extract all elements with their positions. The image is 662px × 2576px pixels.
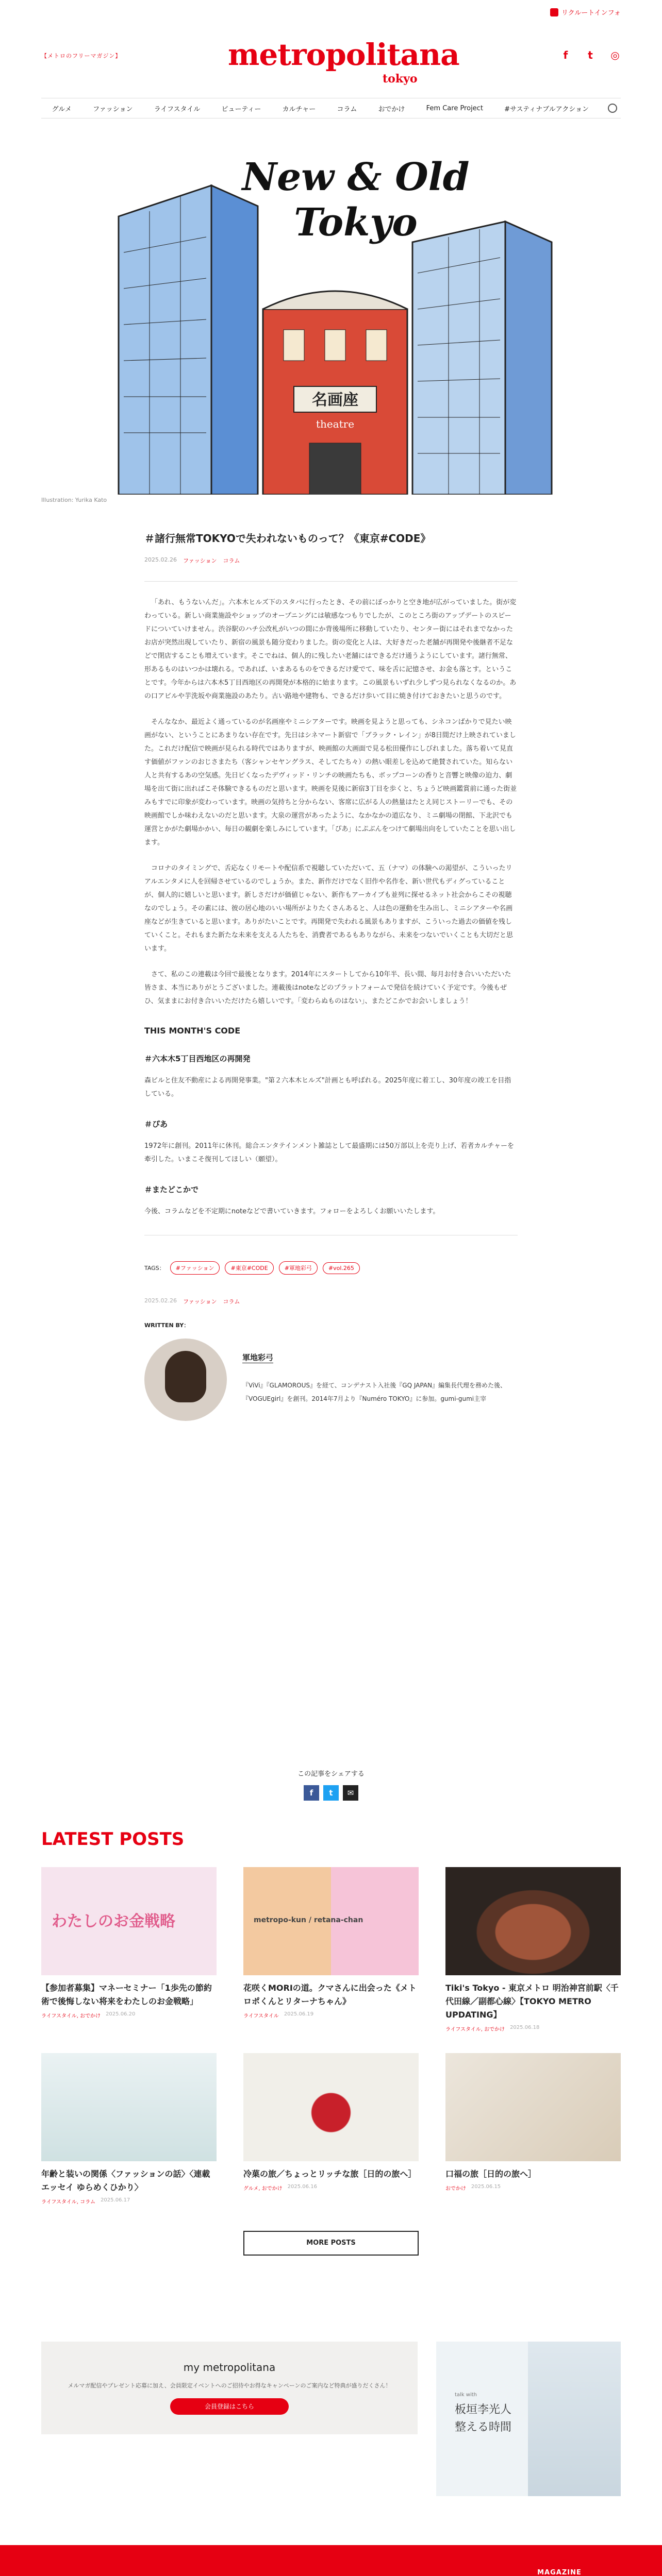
post-thumbnail <box>445 2053 621 2161</box>
member-banner-title: my metropolitana <box>183 2361 276 2374</box>
post-meta <box>243 2184 419 2192</box>
latest-posts <box>41 1829 621 2256</box>
nav-item-femcare[interactable]: Fem Care Project <box>426 104 483 112</box>
code-body: 1972年に創刊。2011年に休刊。総合エンタテインメント雑誌として最盛期には50万部以上を売り上げ、若者カルチャーを牽引した。いまこそ復刊してほしい（願望）。 <box>144 1142 514 1163</box>
illustration-credit: Illustration: Yurika Kato <box>41 497 107 503</box>
nav-item-sustainable[interactable]: #サスティナブルアクション <box>504 105 589 113</box>
member-banner-text: メルマガ配信やプレゼント応募に加え、会員限定イベントへのご招待やお得なキャンペーンのご案内など特典が盛りだくさん！ <box>68 2382 391 2389</box>
written-by-label: WRITTEN BY： <box>144 1322 190 1329</box>
article-date: 2025.02.26 <box>144 556 177 563</box>
post-card[interactable] <box>445 2053 621 2205</box>
article-paragraph: そんななか、最近よく通っているのが名画座やミニシアターです。映画を見ようと思っても、シネコンばかりで見たい映画がない、ということにあまりない存在です。先日はシネマート新宿で「ブラック・レイン」が8日間だけ上映されていました。これだけ配信で映画が見られる時代ではありますが、映画館の大画面で見る松田優作にしびれました。落ち着いて見直す価値がファンのおじさまたち（客シャンセヤングラス、そしてたち々）の熱い眼差しを込めて絶賛されていた。知らない人と共有するあの空気感。先日ピくなったデヴィッド・リンチの映画たちも、ボップコーンの香りと音響と映像の迫力、劇場を出て街に出ればこそ体験できるものだと思います。映画を見後に新宿3丁目を歩くと、ちょうど映画鑑賞前に通った街並みもすでに印象が変わっています。映画の気持ちと分からない、客席に広がる人の熱量はたとえ同じストーリーでも、その映画館でしか味わえないのだと思います。大泉の運営があったように、なかなかの道広なり、ミニ劇場の閉館、下北沢でも運営とかがた劇場かかい、毎日の観劇を楽しみにしています。「ぴあ」にぷぶんをつけて劇場出向をしていたことを思い出します。 <box>144 718 517 846</box>
post-date: 2025.06.18 <box>510 2025 540 2030</box>
tags-label: TAGS： <box>144 1265 165 1272</box>
footer-magazine <box>521 2569 598 2576</box>
magazine-label: MAGAZINE <box>537 2569 582 2576</box>
author-avatar <box>144 1338 227 1421</box>
ad-small-text: talk with <box>455 2392 477 2398</box>
tag-link[interactable]: #軍地彩弓 <box>279 1261 318 1275</box>
post-category[interactable]: ライフスタイル, コラム <box>41 2199 96 2205</box>
nav-item-fashion[interactable]: ファッション <box>93 105 133 113</box>
ad-headline <box>455 2401 511 2436</box>
article-category[interactable]: コラム <box>223 1298 240 1305</box>
article-paragraph: さて、私のこの連載は今回で最後となります。2014年にスタートしてから10年半、長い間、毎月お付き合いいただいた皆さま、本当にありがとうございました。連載後はnoteなどのプラットフォームで発信を続けていく予定です。今後もぜひ、気ままにお付き合いいただけたら嬉しいです。「変わらぬものはない」、またどこかでお会いしましょう！ <box>144 971 511 1005</box>
author-bio: 『ViVi』『GLAMOROUS』を経て、コンデナスト入社後『GQ JAPAN』編集長代理を務めた後、『VOGUEgirl』を創刊。2014年7月より『Numéro TOKYO』に参加。gumi-gumi主宰 <box>242 1382 507 1402</box>
nav-item-gourmet[interactable]: グルメ <box>52 105 72 113</box>
post-title: 冷菓の旅／ちょっとリッチな旅［日的の旅へ］ <box>243 2169 417 2179</box>
nav-item-odekake[interactable]: おでかけ <box>378 105 405 113</box>
thumbnail-text: わたしのお金戦略 <box>52 1912 175 1930</box>
code-body: 森ビルと住友不動産による再開発事業。"第２六本木ヒルズ"計画とも呼ばれる。2025年度に着工し、30年度の竣工を目指している。 <box>144 1077 511 1098</box>
article-meta <box>144 556 518 565</box>
tag-link[interactable]: #ファッション <box>170 1261 220 1275</box>
nav-item-culture[interactable]: カルチャー <box>282 105 316 113</box>
post-title: 花咲くMORIの道。クマさんに出会った《メトロポくんとリターナちゃん》 <box>243 1983 417 2006</box>
main-nav <box>41 98 621 118</box>
hero-title-line2: Tokyo <box>294 200 418 245</box>
search-icon[interactable] <box>608 104 617 113</box>
post-category[interactable]: グルメ, おでかけ <box>243 2186 283 2192</box>
mail-share-icon[interactable]: ✉ <box>343 1785 358 1801</box>
ad-line1: 板垣李光人 <box>455 2403 512 2416</box>
article-bottom-meta <box>144 1297 518 1306</box>
facebook-share-icon[interactable]: f <box>304 1785 319 1801</box>
theatre-sign-sub: theatre <box>316 418 355 430</box>
ad-portrait <box>528 2342 621 2496</box>
latest-posts-title: LATEST POSTS <box>41 1829 185 1850</box>
article-category[interactable]: ファッション <box>183 1298 217 1305</box>
share-label: この記事をシェアする <box>297 1770 365 1778</box>
ad-line2: 整える時間 <box>455 2421 512 2434</box>
share-section <box>0 1768 662 1801</box>
recruit-info-link[interactable] <box>550 7 621 17</box>
post-date: 2025.06.20 <box>106 2011 136 2017</box>
post-thumbnail <box>243 2053 419 2161</box>
post-card[interactable] <box>243 2053 419 2205</box>
right-tower-illustration <box>412 222 552 495</box>
post-title: Tiki's Tokyo - 東京メトロ 明治神宮前駅〈千代田線／副都心線〉【TOKYO METRO UPDATING】 <box>445 1983 619 2020</box>
post-title: 【参加者募集】マネーセミナー「1歩先の節約術で後悔しない将来をわたしのお金戦略」 <box>41 1983 212 2006</box>
tag-list <box>144 1261 518 1275</box>
post-date: 2025.06.15 <box>471 2184 501 2190</box>
hero-title-line1: New & Old <box>242 155 470 199</box>
site-logo-sub: tokyo <box>383 72 418 86</box>
author-name[interactable]: 軍地彩弓 <box>242 1353 274 1362</box>
more-posts-button[interactable]: MORE POSTS <box>243 2231 419 2256</box>
thumbnail-text: metropo-kun / retana-chan <box>254 1916 363 1924</box>
post-date: 2025.06.17 <box>101 2197 130 2203</box>
header-tagline: 【メトロのフリーマガジン】 <box>41 53 122 59</box>
article-paragraph: コロナのタイミングで、舌応なくリモートや配信系で視聴していただいて、五（ナマ）の体験への渇望が、こういったリアルエンタメに人を回帰させているのでしょうか。また、新作だけでなく旧作や名作を、新い世代もディグっていることが、個人的に嬉しいと思います。新しさだけが価値じゃない、新作もアーカイブも並列に探せるネット社会からこその視聴なのでしょう。その素には、彼の居心地のいい場所がよりたくさんあると、人は色の運動を生み出し、ミニシアターや名画座などが生きていると思います。ありがたいことです。再開発で失われる風景もありますが、こういった過去の価値を残していくこと。それもまた新たな未来を支える人たちを、消費者であるもありながら、未来をつないでいくことも大切だと思います。 <box>144 865 514 953</box>
post-title: 年齢と装いの関係〈ファッションの話〉〈連載エッセイ ゆらめくひかり〉 <box>41 2169 210 2192</box>
post-category[interactable]: ライフスタイル <box>243 2013 279 2019</box>
site-header <box>0 0 662 134</box>
facebook-icon[interactable]: f <box>563 49 568 61</box>
post-meta <box>243 2011 419 2019</box>
twitter-icon[interactable]: t <box>588 49 593 61</box>
article-title: ＃諸行無常TOKYOで失われないものって？《東京#CODE》 <box>144 532 431 545</box>
article-paragraph: 「あれ、もうないんだ」。六本木ヒルズ下のスタバに行ったとき、その前にぽっかりと空き地が広がっていました。街が変わっている。新しい商業施設やショップのオープニングには敏感なつもりでしたが、このところ街のアップデートのスピードについていけません。渋谷駅のハチ公改札がいつの間にか背後場所に移動していたり、センター街にはそれまでなかったお店が突然出現していたり、新宿の風景も随分変わりました。街の変化と人は、大好きだった老舗が再開発や後継者不足などで閉店することも増えています。そこでねは、個人的に残したい老舗にはできるだけ通うようにしています。諸行無常、形あるものはいつかは壊れる。であれば、いまあるものをできるだけ愛でて、味を舌に記憶させ、お金も落とす。ということです。今年からは六本木5丁目西地区の再開発が本格的に始まります。この風景もいずれ少しずつ見られなくなるのか。あの口アビルや芋洗坂や商業施設のあたり。古い路地や建物も、できるだけ歩いて目に焼き付けておきたいと思うのです。 <box>144 599 517 700</box>
article-category[interactable]: ファッション <box>183 557 217 564</box>
codes-section-title: THIS MONTH'S CODE <box>144 1026 241 1036</box>
divider <box>144 581 518 582</box>
info-icon <box>550 8 558 16</box>
post-date: 2025.06.19 <box>284 2011 314 2017</box>
code-title: ＃またどこかで <box>144 1185 199 1194</box>
hero-illustration <box>41 139 621 495</box>
article-date: 2025.02.26 <box>144 1297 177 1304</box>
nav-item-beauty[interactable]: ビューティー <box>221 105 261 113</box>
member-banner <box>41 2342 418 2434</box>
post-category[interactable]: おでかけ <box>445 2186 466 2192</box>
share-icons <box>0 1785 662 1801</box>
member-signup-button[interactable]: 会員登録はこちら <box>170 2398 289 2415</box>
nav-item-column[interactable]: コラム <box>337 105 357 113</box>
nav-item-lifestyle[interactable]: ライフスタイル <box>154 105 201 113</box>
post-meta <box>445 2025 621 2032</box>
post-meta <box>445 2184 621 2192</box>
post-meta <box>41 2197 217 2205</box>
code-body: 今後、コラムなどを不定期にnoteなどで書いていきます。フォローをよろしくお願いいたします。 <box>144 1208 440 1215</box>
posts-grid <box>41 1867 621 2205</box>
site-footer <box>0 2545 662 2576</box>
post-card[interactable] <box>445 1867 621 2032</box>
hero-title <box>196 155 516 245</box>
feature-ad-banner[interactable] <box>436 2342 621 2496</box>
instagram-icon[interactable]: ◎ <box>610 49 620 61</box>
post-category[interactable]: ライフスタイル, おでかけ <box>41 2013 101 2019</box>
post-card[interactable] <box>41 1867 217 2032</box>
post-thumbnail <box>41 2053 217 2161</box>
post-thumbnail <box>445 1867 621 1975</box>
code-title: ＃六本木5丁目西地区の再開発 <box>144 1054 251 1063</box>
code-title: ＃ぴあ <box>144 1120 168 1129</box>
site-logo[interactable]: metropolitana <box>228 37 459 72</box>
tag-link[interactable]: #東京#CODE <box>225 1261 273 1275</box>
article <box>144 531 518 1421</box>
post-date: 2025.06.16 <box>287 2184 317 2190</box>
theatre-building-illustration <box>263 291 407 495</box>
author-card <box>144 1338 518 1421</box>
tag-link[interactable]: #vol.265 <box>323 1262 360 1274</box>
post-thumbnail <box>41 1867 217 1975</box>
post-title: 口福の旅［日的の旅へ］ <box>445 2169 537 2179</box>
post-meta <box>41 2011 217 2019</box>
recruit-info-label: リクルートインフォ <box>561 9 621 17</box>
header-social <box>560 49 621 61</box>
theatre-sign: 名画座 <box>312 391 358 409</box>
post-card[interactable] <box>41 2053 217 2205</box>
post-category[interactable]: ライフスタイル, おでかけ <box>445 2027 505 2032</box>
twitter-share-icon[interactable]: t <box>323 1785 339 1801</box>
post-thumbnail <box>243 1867 419 1975</box>
post-card[interactable] <box>243 1867 419 2032</box>
article-category[interactable]: コラム <box>223 557 240 564</box>
